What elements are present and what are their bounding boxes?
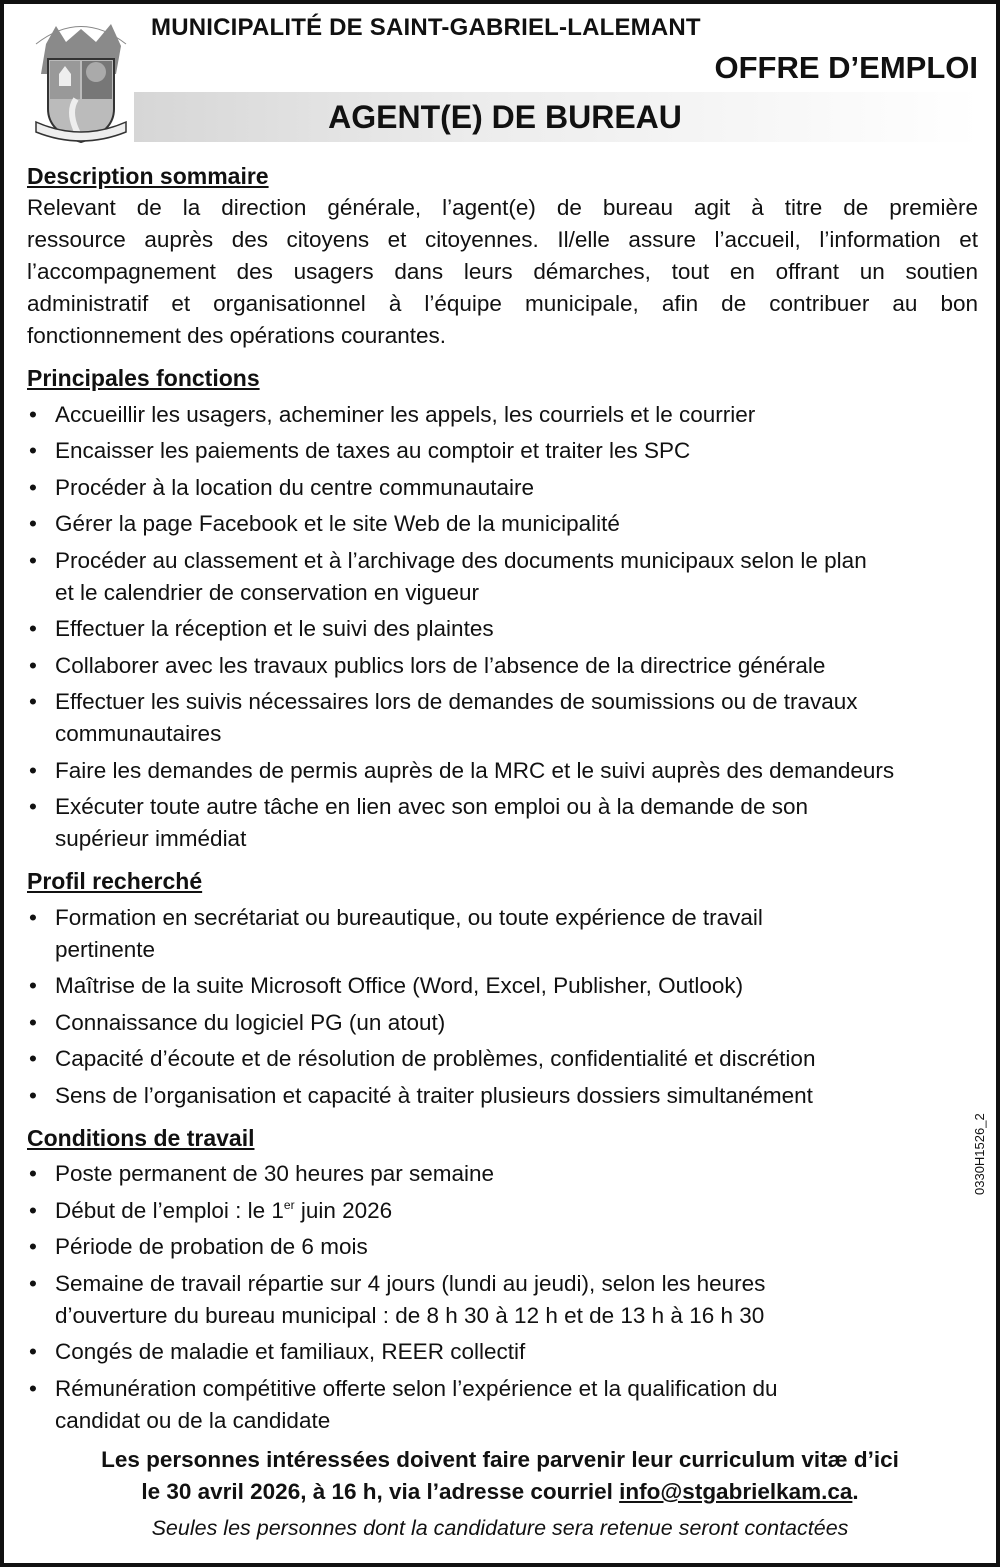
item-line: • Sens de l’organisation et capacité à traiter plusieurs dossiers simultanément [55, 1082, 813, 1108]
list-item [27, 1336, 978, 1368]
item-line: • Connaissance du logiciel PG (un atout) [55, 1009, 446, 1035]
closing-line [0, 1476, 1000, 1508]
profile-list [27, 902, 978, 1112]
description-line: ressource auprès des citoyens et citoyennes. Il/elle assure l’accueil, l’information et [27, 227, 978, 252]
item-line: • Congés de maladie et familiaux, REER collectif [55, 1339, 526, 1364]
selection-note: Seules les personnes dont la candidature sera retenue seront contactées [151, 1516, 849, 1540]
list-item [27, 755, 978, 787]
job-content [27, 152, 978, 1437]
list-item [27, 1007, 978, 1039]
functions-heading: Principales fonctions [27, 365, 260, 391]
list-item [27, 472, 978, 504]
list-item [27, 1195, 978, 1227]
item-line: supérieur immédiat [55, 826, 247, 851]
conditions-heading: Conditions de travail [27, 1124, 255, 1151]
list-item [27, 970, 978, 1002]
item-line [55, 1195, 978, 1227]
ordinal-superscript: er [283, 1197, 295, 1212]
item-line: • Accueillir les usagers, acheminer les appels, les courriels et le courrier [55, 401, 756, 427]
item-line: • Semaine de travail répartie sur 4 jours (lundi au jeudi), selon les heures [55, 1270, 766, 1296]
closing-text: . [852, 1479, 859, 1504]
description-line: l’accompagnement des usagers dans leurs démarches, tout en offrant un soutien [27, 259, 978, 284]
item-line: • Capacité d’écoute et de résolution de problèmes, confidentialité et discrétion [55, 1046, 816, 1071]
item-line: communautaires [55, 721, 222, 746]
item-line: • Gérer la page Facebook et le site Web de la municipalité [55, 511, 620, 536]
start-date-text: Début de l’emploi : le 1 [55, 1197, 284, 1223]
item-line: • Effectuer les suivis nécessaires lors de demandes de soumissions ou de travaux [55, 689, 858, 714]
functions-list [27, 399, 978, 856]
item-line: • Procéder au classement et à l’archivage des documents municipaux selon le plan [55, 547, 867, 573]
item-line: • Poste permanent de 30 heures par semaine [55, 1161, 495, 1186]
closing-line: Les personnes intéressées doivent faire parvenir leur curriculum vitæ d’ici [101, 1447, 899, 1472]
list-item [27, 1268, 978, 1332]
description-heading: Description sommaire [27, 163, 269, 189]
list-item [27, 650, 978, 682]
job-offer-title: OFFRE D’EMPLOI [714, 50, 978, 85]
application-instructions [0, 1444, 1000, 1508]
list-item [27, 1158, 978, 1190]
description-line: Relevant de la direction générale, l’agent(e) de bureau agit à titre de première [27, 195, 978, 220]
description-line: administratif et organisationnel à l’équipe municipale, afin de contribuer au bon [27, 291, 978, 316]
item-line: • Exécuter toute autre tâche en lien avec son emploi ou à la demande de son [55, 794, 808, 819]
item-line: • Rémunération compétitive offerte selon l’expérience et la qualification du [55, 1375, 778, 1401]
item-line: • Maîtrise de la suite Microsoft Office (Word, Excel, Publisher, Outlook) [55, 973, 744, 998]
item-line: et le calendrier de conservation en vigueur [55, 579, 480, 605]
list-item [27, 1231, 978, 1263]
item-line: d’ouverture du bureau municipal : de 8 h 30 à 12 h et de 13 h à 16 h 30 [55, 1302, 765, 1328]
item-line: • Formation en secrétariat ou bureautique, ou toute expérience de travail [55, 904, 763, 930]
item-line: candidat ou de la candidate [55, 1407, 331, 1433]
item-line: • Faire les demandes de permis auprès de la MRC et le suivi auprès des demandeurs [55, 757, 895, 783]
conditions-list [27, 1158, 978, 1437]
list-item [27, 1080, 978, 1112]
position-title: AGENT(E) DE BUREAU [328, 99, 682, 135]
item-line: • Procéder à la location du centre communautaire [55, 474, 535, 500]
item-line: pertinente [55, 936, 156, 962]
profile-heading: Profil recherché [27, 868, 203, 894]
email-link[interactable]: info@stgabrielkam.ca [619, 1479, 853, 1504]
list-item [27, 1043, 978, 1075]
municipality-name: MUNICIPALITÉ DE SAINT-GABRIEL-LALEMANT [151, 14, 701, 41]
description-paragraph [27, 192, 978, 352]
list-item [27, 1373, 978, 1437]
closing-text: le 30 avril 2026, à 16 h, via l’adresse courriel [141, 1479, 620, 1504]
ad-code: 0330H1526_2 [972, 1113, 987, 1195]
list-item [27, 545, 978, 609]
item-line: • Encaisser les paiements de taxes au comptoir et traiter les SPC [55, 438, 691, 463]
list-item [27, 435, 978, 467]
list-item [27, 902, 978, 966]
item-line: • Effectuer la réception et le suivi des plaintes [55, 616, 494, 641]
list-item [27, 613, 978, 645]
start-date-text: juin 2026 [294, 1197, 393, 1223]
list-item [27, 508, 978, 540]
item-line: • Collaborer avec les travaux publics lors de l’absence de la directrice générale [55, 652, 826, 678]
list-item [27, 791, 978, 855]
item-line: • Période de probation de 6 mois [55, 1234, 368, 1259]
description-line: fonctionnement des opérations courantes. [27, 323, 447, 348]
list-item [27, 686, 978, 750]
list-item [27, 399, 978, 431]
